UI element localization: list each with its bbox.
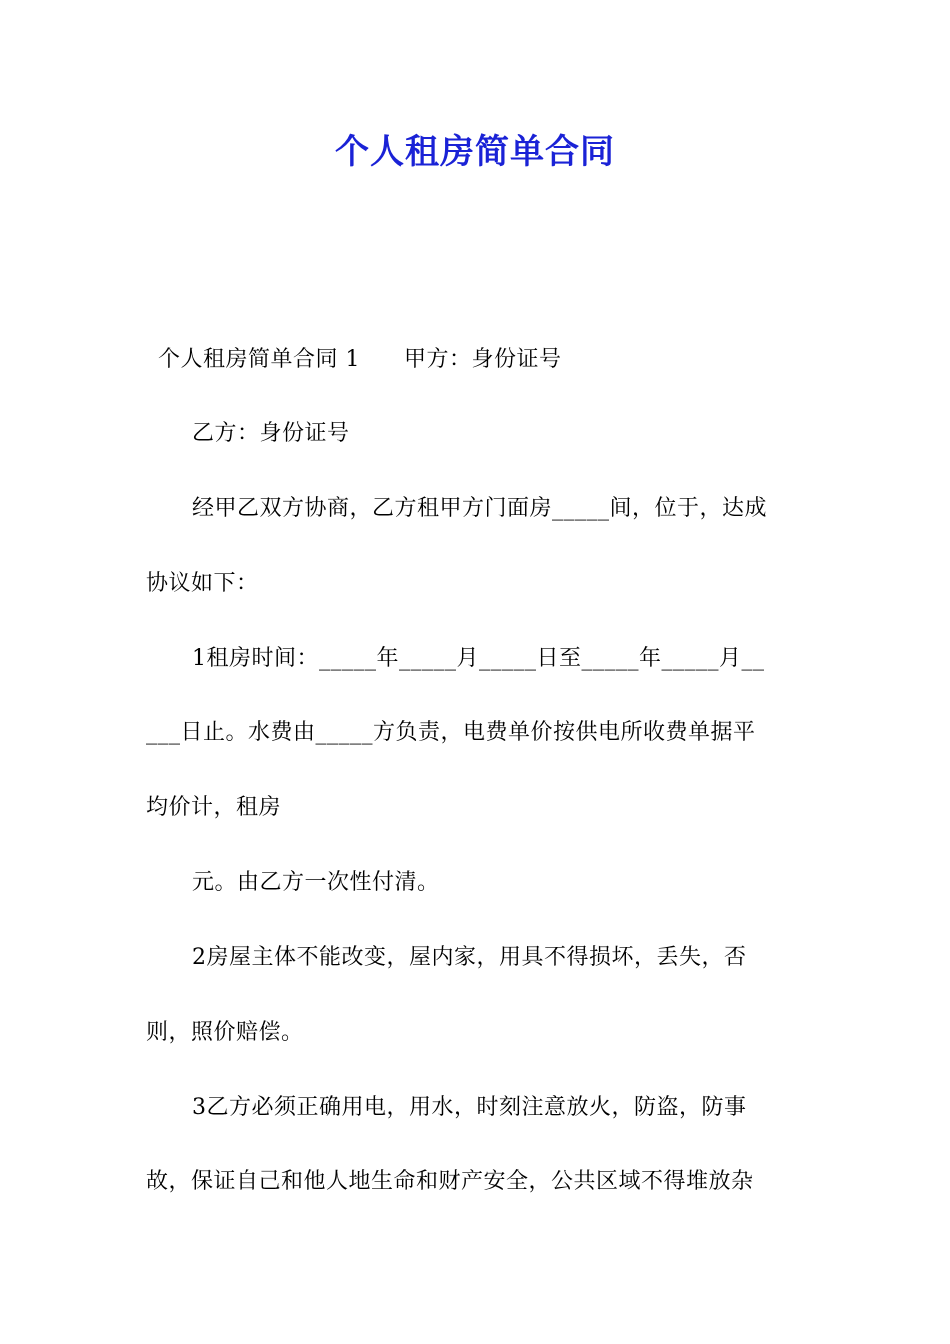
clause-2-line: 则，照价赔偿。 [146,1020,304,1045]
contract-header-line [158,340,828,380]
paragraph-line: 经甲乙双方协商，乙方租甲方门面房_____间，位于，达成 [192,496,768,521]
party-b-line: 乙方：身份证号 [192,421,350,446]
clause-1-line: 均价计，租房 [146,795,282,820]
clause-3-line: 故，保证自己和他人地生命和财产安全，公共区域不得堆放杂 [146,1169,754,1194]
paragraph-line: 协议如下： [146,571,259,596]
contract-heading: 个人租房简单合同 1 [158,347,360,372]
clause-2-line: 2房屋主体不能改变，屋内家，用具不得损坏，丢失，否 [192,945,747,970]
paragraph-line: 元。由乙方一次性付清。 [192,870,440,895]
document-title: 个人租房简单合同 [335,132,615,172]
clause-1-line: ___日止。水费由_____方负责，电费单价按供电所收费单据平 [146,720,756,745]
party-a-line: 甲方：身份证号 [404,347,562,372]
clause-3-line: 3乙方必须正确用电，用水，时刻注意放火，防盗，防事 [192,1095,747,1120]
clause-1-line: 1租房时间：_____年_____月_____日至_____年_____月__ [192,646,765,671]
